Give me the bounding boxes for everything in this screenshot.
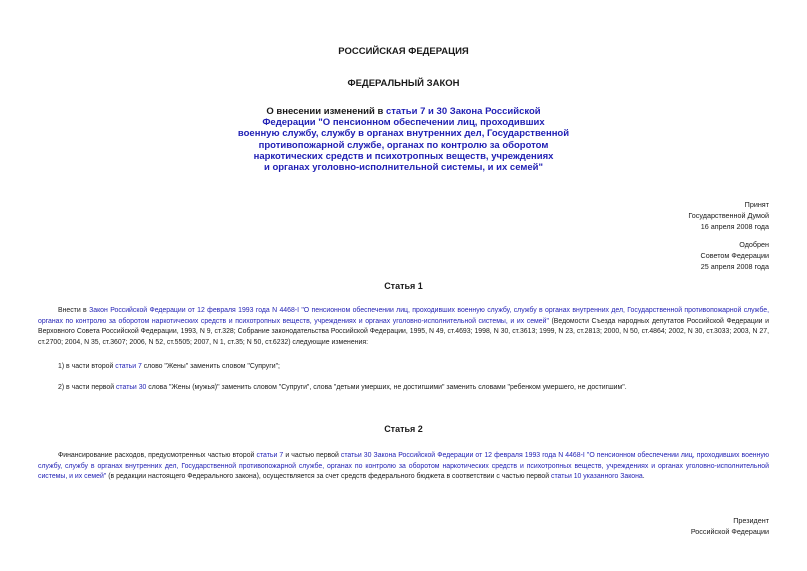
signature-org: Российской Федерации: [690, 526, 769, 536]
article2-heading: Статья 2: [384, 424, 423, 434]
title-link-line6[interactable]: и органах уголовно-исполнительной системы, и их семей": [263, 162, 544, 174]
country-heading: РОССИЙСКАЯ ФЕДЕРАЦИЯ: [338, 46, 469, 57]
article1-text-start: Внести в: [58, 307, 90, 314]
item1-text-a: 1) в части второй: [58, 363, 116, 370]
adoption-duma: [688, 200, 769, 232]
article2-link-art10[interactable]: статьи 10 указанного Закона: [551, 473, 643, 480]
article2-text-b: и частью первой: [283, 452, 341, 459]
accepted-label: Принят: [744, 200, 769, 209]
item2-text-a: 2) в части первой: [58, 384, 116, 391]
article1-item1: [58, 363, 280, 370]
item2-article-link[interactable]: статьи 30: [115, 384, 147, 391]
item1-text-b: слово "Жены" заменить словом "Супруги";: [141, 363, 280, 370]
approved-label: Одобрен: [739, 240, 769, 249]
article1-law-link[interactable]: Закон Российской Федерации от 12 февраля 1993 года N 4468-I "О пенсионном обеспечении лиц, проходивших военную службу, службу в органах внутренних дел, Государственной противопожарной службе, органах по контролю за оборотом наркотических средств и психотропных веществ, учреждениях и органах уголовно-исполнительной системы, и их семей": [38, 307, 769, 325]
duma-date: 16 апреля 2008 года: [700, 221, 769, 231]
title-link-line2[interactable]: Федерации "О пенсионном обеспечении лиц, проходивших: [262, 117, 545, 129]
article2-link-law[interactable]: статьи 30 Закона Российской Федерации от 12 февраля 1993 года N 4468-I "О пенсионном обеспечении лиц, проходивших военную службу, службу в органах внутренних дел, Государственной противопожарной службе, органах по контролю за оборотом наркотических средств и психотропных веществ, учреждениях и органах уголовно-исполнительной системы, и их семей": [38, 452, 770, 480]
title-link-line5[interactable]: наркотических средств и психотропных веществ, учреждениях: [253, 150, 554, 162]
law-type-heading: ФЕДЕРАЛЬНЫЙ ЗАКОН: [347, 78, 460, 89]
article1-paragraph: [38, 306, 769, 348]
article2-paragraph: [38, 451, 769, 483]
council-date: 25 апреля 2008 года: [700, 261, 769, 271]
law-title: [0, 106, 807, 173]
title-prefix: О внесении изменений в: [266, 106, 386, 117]
item1-article-link[interactable]: статьи 7: [115, 363, 142, 370]
article2-text-d: .: [642, 473, 645, 480]
title-link-line4[interactable]: противопожарной службе, органах по контролю за оборотом: [258, 139, 549, 151]
article1-item2: [58, 384, 627, 391]
title-link-line3[interactable]: военную службу, службу в органах внутренних дел, Государственной: [237, 128, 570, 140]
title-link-articles[interactable]: статьи 7 и 30 Закона Российской: [385, 106, 541, 117]
adoption-council: [701, 240, 769, 272]
item2-text-b: слова "Жены (мужья)" заменить словом "Супруги", слова "детьми умерших, не достигшими" заменить словами "ребенком умершего, не достигшим".: [146, 384, 627, 391]
article2-text-a: Финансирование расходов, предусмотренных частью второй: [58, 452, 257, 459]
article2-link-art7[interactable]: статьи 7: [256, 452, 284, 459]
article1-text-rest: (Ведомости Съезда народных депутатов Российской Федерации и Верховного Совета Российской Федерации, 1993, N 9, ст.328; Собрание законодательства Российской Федерации, 1995, N 49, ст.4693; 1998, N 30, ст.3613; 1999, N 23, ст.2813; 2000, N 50, ст.4864; 2002, N 30, ст.3033; 2003, N 27, ст.2700; 2004, N 35, ст.3607; 2006, N 52, ст.5505; 2007, N 1, ст.35; N 50, ст.6232) следующие изменения:: [38, 317, 769, 346]
article1-heading: Статья 1: [384, 281, 423, 291]
council-label: Советом Федерации: [700, 250, 769, 260]
duma-label: Государственной Думой: [688, 210, 769, 220]
signature-block: [691, 516, 769, 538]
article2-text-c: (в редакции настоящего Федерального закона), осуществляется за счет средств федерального бюджета в соответствии с частью первой: [106, 473, 551, 480]
signature-title: Президент: [733, 516, 769, 525]
